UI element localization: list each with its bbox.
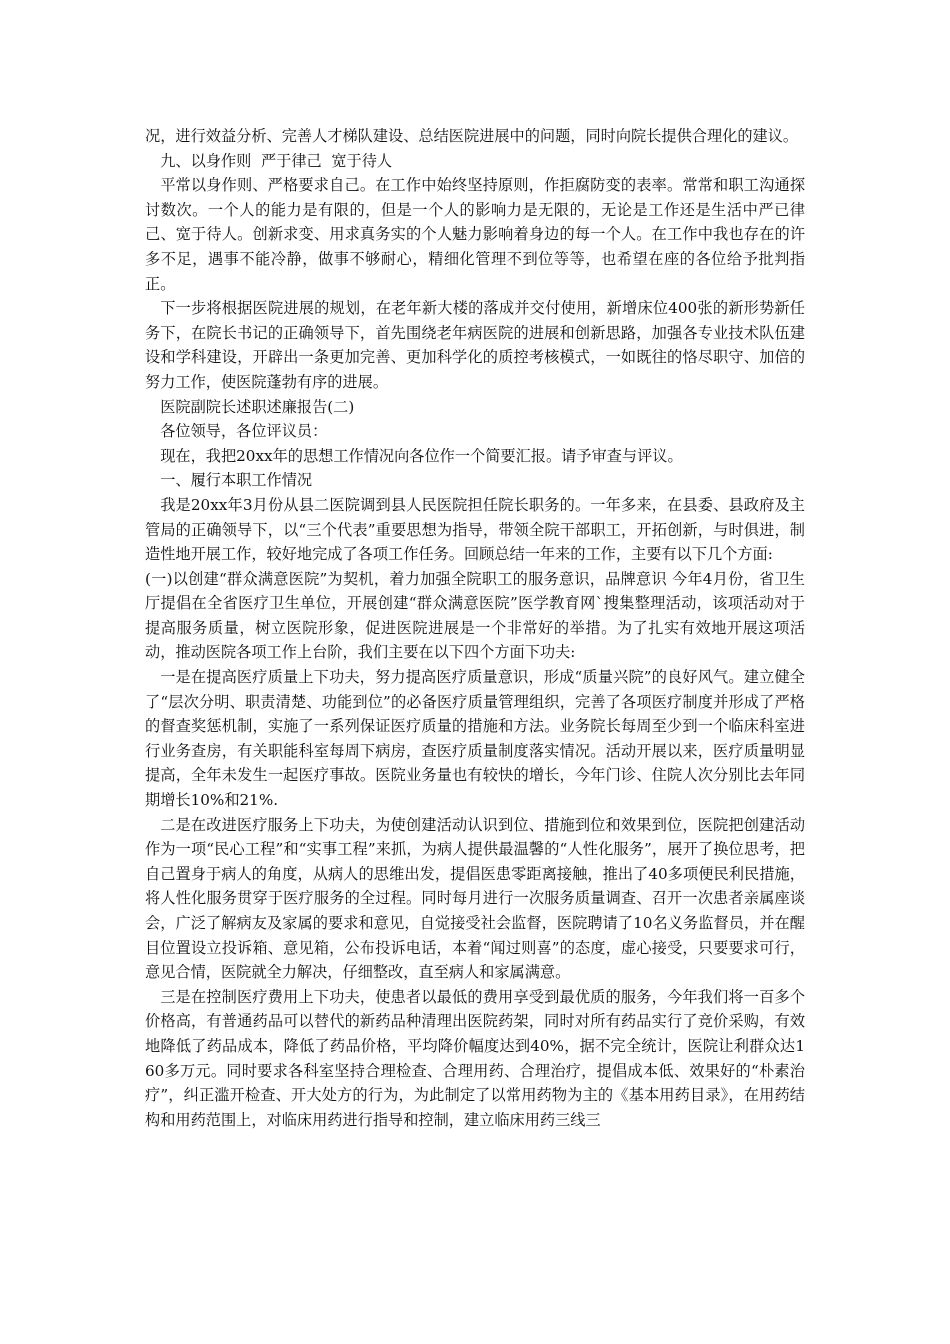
body-paragraph: 二是在改进医疗服务上下功夫，为使创建活动认识到位、措施到位和效果到位，医院把创建活动作为一项“民心工程”和“实事工程”来抓，为病人提供最温馨的“人性化服务”，展开了换位思考，把自己置身于病人的角度，从病人的思维出发，提倡医患零距离接触，推出了40多项便民利民措施，将人性化服务贯穿于医疗服务的全过程。同时每月进行一次服务质量调查、召开一次患者亲属座谈会，广泛了解病友及家属的要求和意见，自觉接受社会监督，医院聘请了10名义务监督员，并在醒目位置设立投诉箱、意见箱，公布投诉电话，本着“闻过则喜”的态度，虚心接受，只要要求可行，意见合情，医院就全力解决，仔细整改，直至病人和家属满意。 — [145, 815, 805, 982]
body-paragraph: 平常以身作则、严格要求自己。在工作中始终坚持原则，作拒腐防变的表率。常常和职工沟通探讨数次。一个人的能力是有限的，但是一个人的影响力是无限的，无论是工作还是生活中严已律己、宽于待人。创新求变、用求真务实的个人魅力影响着身边的每一个人。在工作中我也存在的许多不足，遇事不能冷静，做事不够耐心，精细化管理不到位等等，也希望在座的各位给予批判指正。 — [145, 176, 805, 293]
body-paragraph: 下一步将根据医院进展的规划，在老年新大楼的落成并交付使用，新增床位400张的新形势新任务下，在院长书记的正确领导下，首先围绕老年病医院的进展和创新思路，加强各专业技术队伍建设和学科建设，开辟出一条更加完善、更加科学化的质控考核模式，一如既往的恪尽职守、加倍的努力工作，使医院蓬勃有序的进展。 — [145, 299, 805, 391]
body-paragraph: 一是在提高医疗质量上下功夫，努力提高医疗质量意识，形成“质量兴院”的良好风气。建立健全了“层次分明、职责清楚、功能到位”的必备医疗质量管理组织，完善了各项医疗制度并形成了严格的督查奖惩机制，实施了一系列保证医疗质量的措施和方法。业务院长每周至少到一个临床科室进行业务查房，有关职能科室每周下病房，查医疗质量制度落实情况。活动开展以来，医疗质量明显提高，全年未发生一起医疗事故。医院业务量也有较快的增长，今年门诊、住院人次分别比去年同期增长10%和21%. — [145, 668, 805, 810]
body-paragraph: (一)以创建“群众满意医院”为契机，着力加强全院职工的服务意识，品牌意识 今年4月份，省卫生厅提倡在全省医疗卫生单位，开展创建“群众满意医院”医学教育网`搜集整理活动，该项活动对于提高服务质量，树立医院形象，促进医院进展是一个非常好的举措。为了扎实有效地开展这项活动，推动医院各项工作上台阶，我们主要在以下四个方面下功夫: — [145, 569, 805, 662]
section-heading: 一、履行本职工作情况 — [160, 471, 313, 490]
body-paragraph: 我是20xx年3月份从县二医院调到县人民医院担任院长职务的。一年多来，在县委、县政府及主管局的正确领导下，以“三个代表”重要思想为指导，带领全院干部职工，开拓创新，与时俱进，制造性地开展工作，较好地完成了各项工作任务。回顾总结一年来的工作，主要有以下几个方面: — [145, 495, 805, 564]
body-paragraph: 况，进行效益分析、完善人才梯队建设、总结医院进展中的问题，同时向院长提供合理化的建议。 — [145, 127, 799, 145]
section-heading: 九、以身作则 严于律己 宽于待人 — [160, 151, 393, 170]
body-paragraph: 三是在控制医疗费用上下功夫，使患者以最低的费用享受到最优质的服务，今年我们将一百多个价格高，有普通药品可以替代的新药品种清理出医院药架，同时对所有药品实行了竞价采购，有效地降低了药品成本，降低了药品价格，平均降价幅度达到40%，据不完全统计，医院让利群众达160多万元。同时要求各科室坚持合理检查、合理用药、合理治疗，提倡成本低、效果好的“朴素治疗”，纠正滥开检查、开大处方的行为，为此制定了以常用药物为主的《基本用药目录》，在用药结构和用药范围上，对临床用药进行指导和控制，建立临床用药三线三 — [145, 987, 805, 1129]
section-heading: 医院副院长述职述廉报告(二) — [160, 397, 355, 416]
document-page — [145, 124, 805, 1132]
section-heading: 现在，我把20xx年的思想工作情况向各位作一个简要汇报。请予审查与评议。 — [160, 446, 683, 465]
section-heading: 各位领导，各位评议员： — [160, 422, 328, 441]
